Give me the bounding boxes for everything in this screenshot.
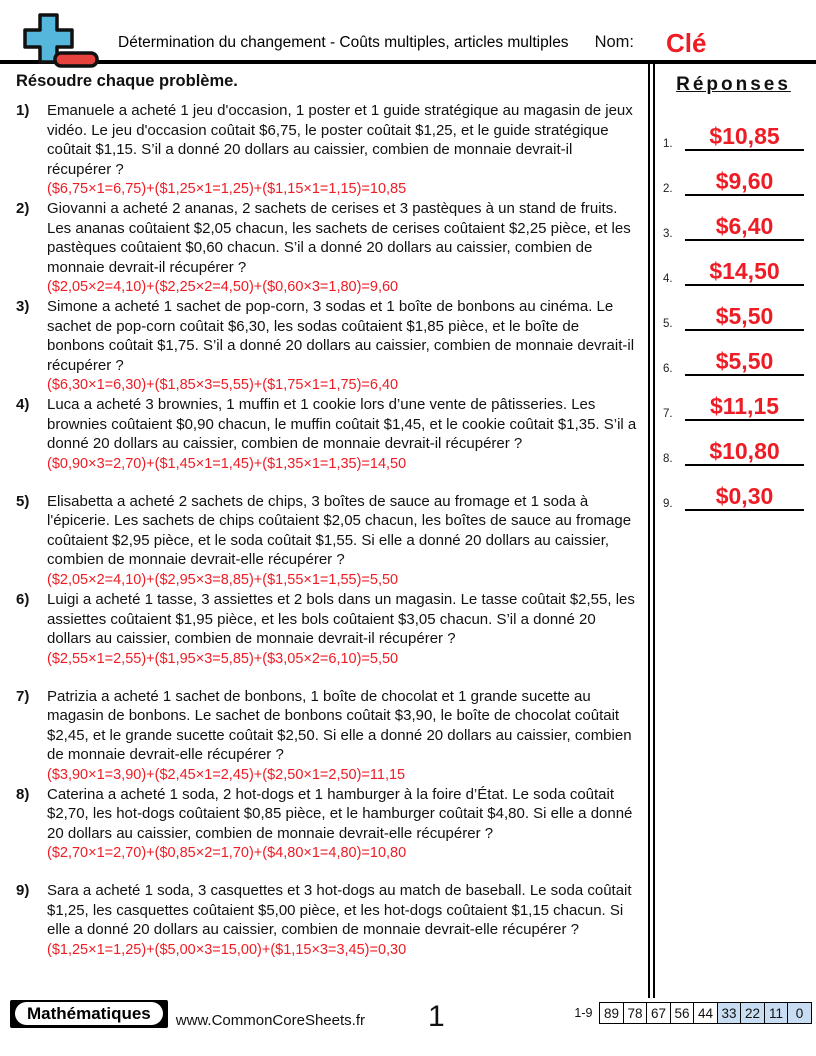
problem-body <box>47 492 638 590</box>
problem-body <box>47 101 638 199</box>
problem-body <box>47 590 638 687</box>
problem-formula: ($2,05×2=4,10)+($2,95×3=8,85)+($1,55×1=1,55)=5,50 <box>47 571 399 588</box>
answer-blank-line <box>685 439 804 466</box>
answers-title: Réponses <box>676 74 791 95</box>
footer <box>0 998 816 1056</box>
problem-item <box>16 101 638 199</box>
score-cell: 33 <box>717 1002 742 1024</box>
answer-item <box>663 470 804 515</box>
problem-number: 3) <box>16 298 30 316</box>
answer-item <box>663 290 804 335</box>
answer-number: 8. <box>663 453 673 465</box>
answer-blank-line <box>685 394 804 421</box>
answer-number: 3. <box>663 228 673 240</box>
problem-body <box>47 785 638 882</box>
problem-item <box>16 881 638 978</box>
score-cell: 44 <box>693 1002 718 1024</box>
answer-item <box>663 425 804 470</box>
answer-blank-line <box>685 259 804 286</box>
answer-number: 2. <box>663 183 673 195</box>
problem-formula: ($6,30×1=6,30)+($1,85×3=5,55)+($1,75×1=1,75)=6,40 <box>47 377 399 394</box>
answer-item <box>663 335 804 380</box>
score-cell: 22 <box>740 1002 765 1024</box>
answer-item <box>663 110 804 155</box>
problem-item <box>16 687 638 785</box>
problem-item <box>16 297 638 395</box>
problem-number: 6) <box>16 591 30 608</box>
answer-number: 1. <box>663 138 673 150</box>
problem-formula: ($2,05×2=4,10)+($2,25×2=4,50)+($0,60×3=1,80)=9,60 <box>47 279 399 296</box>
problem-number: 9) <box>16 882 30 900</box>
answer-blank-line <box>685 349 804 376</box>
problem-formula: ($2,70×1=2,70)+($0,85×2=1,70)+($4,80×1=4,80)=10,80 <box>47 845 407 862</box>
answer-item <box>663 155 804 200</box>
problem-text: Patrizia a acheté 1 sachet de bonbons, 1 boîte de chocolat et 1 grande sucette au magasin de bonbons. Le sachet de bonbons coûtait $3,90, le boîte de chocolat coûtait $2,45, et le grande sucette coûtait $2,50. Si elle a donné 20 dollars au caissier, combien de monnaie devrait-elle récupérer ? <box>47 687 632 763</box>
problem-body <box>47 199 638 297</box>
problem-text: Emanuele a acheté 1 jeu d'occasion, 1 poster et 1 guide stratégique au magasin de jeux vidéo. Le jeu d'occasion coûtait $6,75, le poster coûtait $1,25, et le guide stratégique coûtait $1,15. S’il a donné 20 dollars au caissier, combien de monnaie devrait-il récupérer ? <box>47 102 633 178</box>
answer-number: 4. <box>663 273 673 285</box>
answer-item <box>663 245 804 290</box>
problem-formula: ($6,75×1=6,75)+($1,25×1=1,25)+($1,15×1=1,15)=10,85 <box>47 181 407 197</box>
plus-minus-logo <box>16 12 102 64</box>
answer-blank-line <box>685 169 804 196</box>
score-cell: 56 <box>670 1002 695 1024</box>
answer-blank-line <box>685 304 804 331</box>
answer-value: $0,30 <box>715 482 774 509</box>
header <box>0 0 816 64</box>
answer-value: $9,60 <box>715 167 774 194</box>
problem-item <box>16 785 638 882</box>
score-table <box>574 1002 812 1024</box>
answers-column <box>655 64 816 998</box>
answer-value: $5,50 <box>715 347 774 374</box>
answer-number: 6. <box>663 363 673 375</box>
problem-item <box>16 395 638 492</box>
page-title: Détermination du changement - Coûts multiples, articles multiples <box>118 34 569 51</box>
answer-value: $5,50 <box>715 302 774 329</box>
name-value: Clé <box>665 28 707 58</box>
page-number: 1 <box>428 1000 445 1033</box>
problem-body <box>47 395 638 492</box>
answer-item <box>663 200 804 245</box>
problem-number: 4) <box>16 396 30 414</box>
score-cell: 78 <box>623 1002 648 1024</box>
answer-number: 9. <box>663 498 673 510</box>
problem-text: Luca a acheté 3 brownies, 1 muffin et 1 cookie lors d’une vente de pâtisseries. Les brownies coûtaient $0,90 chacun, le muffin coûtait $1,45, et le cookie coûtait $1,35. S’il a donné 20 dollars au caissier, combien de monnaie devrait-il récupérer ? <box>47 396 637 453</box>
answer-item <box>663 380 804 425</box>
problem-body <box>47 687 638 785</box>
score-range-label: 1-9 <box>574 1006 593 1020</box>
main-area <box>0 64 816 998</box>
problem-body <box>47 881 638 978</box>
problem-text: Simone a acheté 1 sachet de pop-corn, 3 sodas et 1 boîte de bonbons au cinéma. Le sachet de pop-corn coûtait $6,30, les sodas coûtaient $1,85 pièce, et le boîte de bonbons coûtait $1,75. S’il a donné 20 dollars au caissier, combien de monnaie devrait-il récupérer ? <box>47 298 635 374</box>
answer-value: $6,40 <box>715 212 774 239</box>
problem-number: 5) <box>16 492 30 510</box>
subject-badge <box>10 1000 168 1028</box>
answer-value: $10,85 <box>709 122 780 149</box>
problem-number: 2) <box>16 200 30 218</box>
problem-item <box>16 199 638 297</box>
minus-icon <box>55 53 97 66</box>
score-cell: 89 <box>599 1002 624 1024</box>
answer-blank-line <box>685 124 804 151</box>
answers-list <box>663 110 804 515</box>
problem-text: Caterina a acheté 1 soda, 2 hot-dogs et 1 hamburger à la foire d’État. Le soda coûtait $2,70, les hot-dogs coûtaient $0,85 pièce, et le hamburger coûtait $4,80. Si elle a donné 20 dollars au caissier, combien de monnaie devrait-elle récupérer ? <box>47 785 633 842</box>
score-cells <box>601 1002 813 1024</box>
instructions: Résoudre chaque problème. <box>16 72 238 90</box>
score-cell: 67 <box>646 1002 671 1024</box>
problem-number: 1) <box>16 102 30 119</box>
answer-value: $10,80 <box>709 437 780 464</box>
problem-item <box>16 492 638 590</box>
problems-list <box>16 101 638 978</box>
problem-formula: ($3,90×1=3,90)+($2,45×1=2,45)+($2,50×1=2,50)=11,15 <box>47 766 406 783</box>
answer-number: 5. <box>663 318 673 330</box>
problem-text: Elisabetta a acheté 2 sachets de chips, 3 boîtes de sauce au fromage et 1 soda à l'épicerie. Les sachets de chips coûtaient $2,05 chacun, les boîtes de sauce au fromage coûtaient $2,95 pièce, et le soda coûtait $1,55. Si elle a donné 20 dollars au caissier, combien de monnaie devrait-elle récupérer ? <box>47 492 632 569</box>
answer-value: $11,15 <box>709 392 780 419</box>
answer-blank-line <box>685 484 804 511</box>
column-divider <box>648 64 655 998</box>
website-url: www.CommonCoreSheets.fr <box>175 1012 365 1029</box>
score-cell: 11 <box>764 1002 789 1024</box>
problem-formula: ($2,55×1=2,55)+($1,95×3=5,85)+($3,05×2=6,10)=5,50 <box>47 650 399 667</box>
problem-number: 7) <box>16 687 30 705</box>
answer-value: $14,50 <box>709 257 780 284</box>
problem-formula: ($0,90×3=2,70)+($1,45×1=1,45)+($1,35×1=1,35)=14,50 <box>47 455 407 472</box>
subject-badge-label: Mathématiques <box>15 1002 163 1025</box>
problems-column <box>0 64 648 998</box>
problem-text: Sara a acheté 1 soda, 3 casquettes et 3 hot-dogs au match de baseball. Le soda coûtait $1,25, les casquettes coûtaient $5,00 pièce, et les hot-dogs coûtaient $1,15 chacun. Si elle a donné 20 dollars au caissier, combien de monnaie devrait-elle récupérer ? <box>47 882 632 939</box>
name-label: Nom: <box>594 33 634 51</box>
problem-text: Luigi a acheté 1 tasse, 3 assiettes et 2 bols dans un magasin. Le tasse coûtait $2,55, les assiettes coûtaient $1,95 pièce, et les bols coûtaient $3,05 chacun. S’il a donné 20 dollars au caissier, combien de monnaie devrait-il récupérer ? <box>47 591 635 647</box>
problem-formula: ($1,25×1=1,25)+($5,00×3=15,00)+($1,15×3=3,45)=0,30 <box>47 941 407 958</box>
problem-text: Giovanni a acheté 2 ananas, 2 sachets de cerises et 3 pastèques à un stand de fruits. Les ananas coûtaient $2,05 chacun, les sachets de cerises coûtaient $2,25 pièce, et les pastèques coûtaient $0,60 chacun. S’il a donné 20 dollars au caissier, combien de monnaie devrait-il récupérer ? <box>47 200 631 276</box>
score-cell: 0 <box>787 1002 812 1024</box>
problem-body <box>47 297 638 395</box>
answer-number: 7. <box>663 408 673 420</box>
problem-number: 8) <box>16 785 30 803</box>
answer-blank-line <box>685 214 804 241</box>
plus-minus-logo-graphic <box>16 12 102 70</box>
problem-item <box>16 590 638 687</box>
